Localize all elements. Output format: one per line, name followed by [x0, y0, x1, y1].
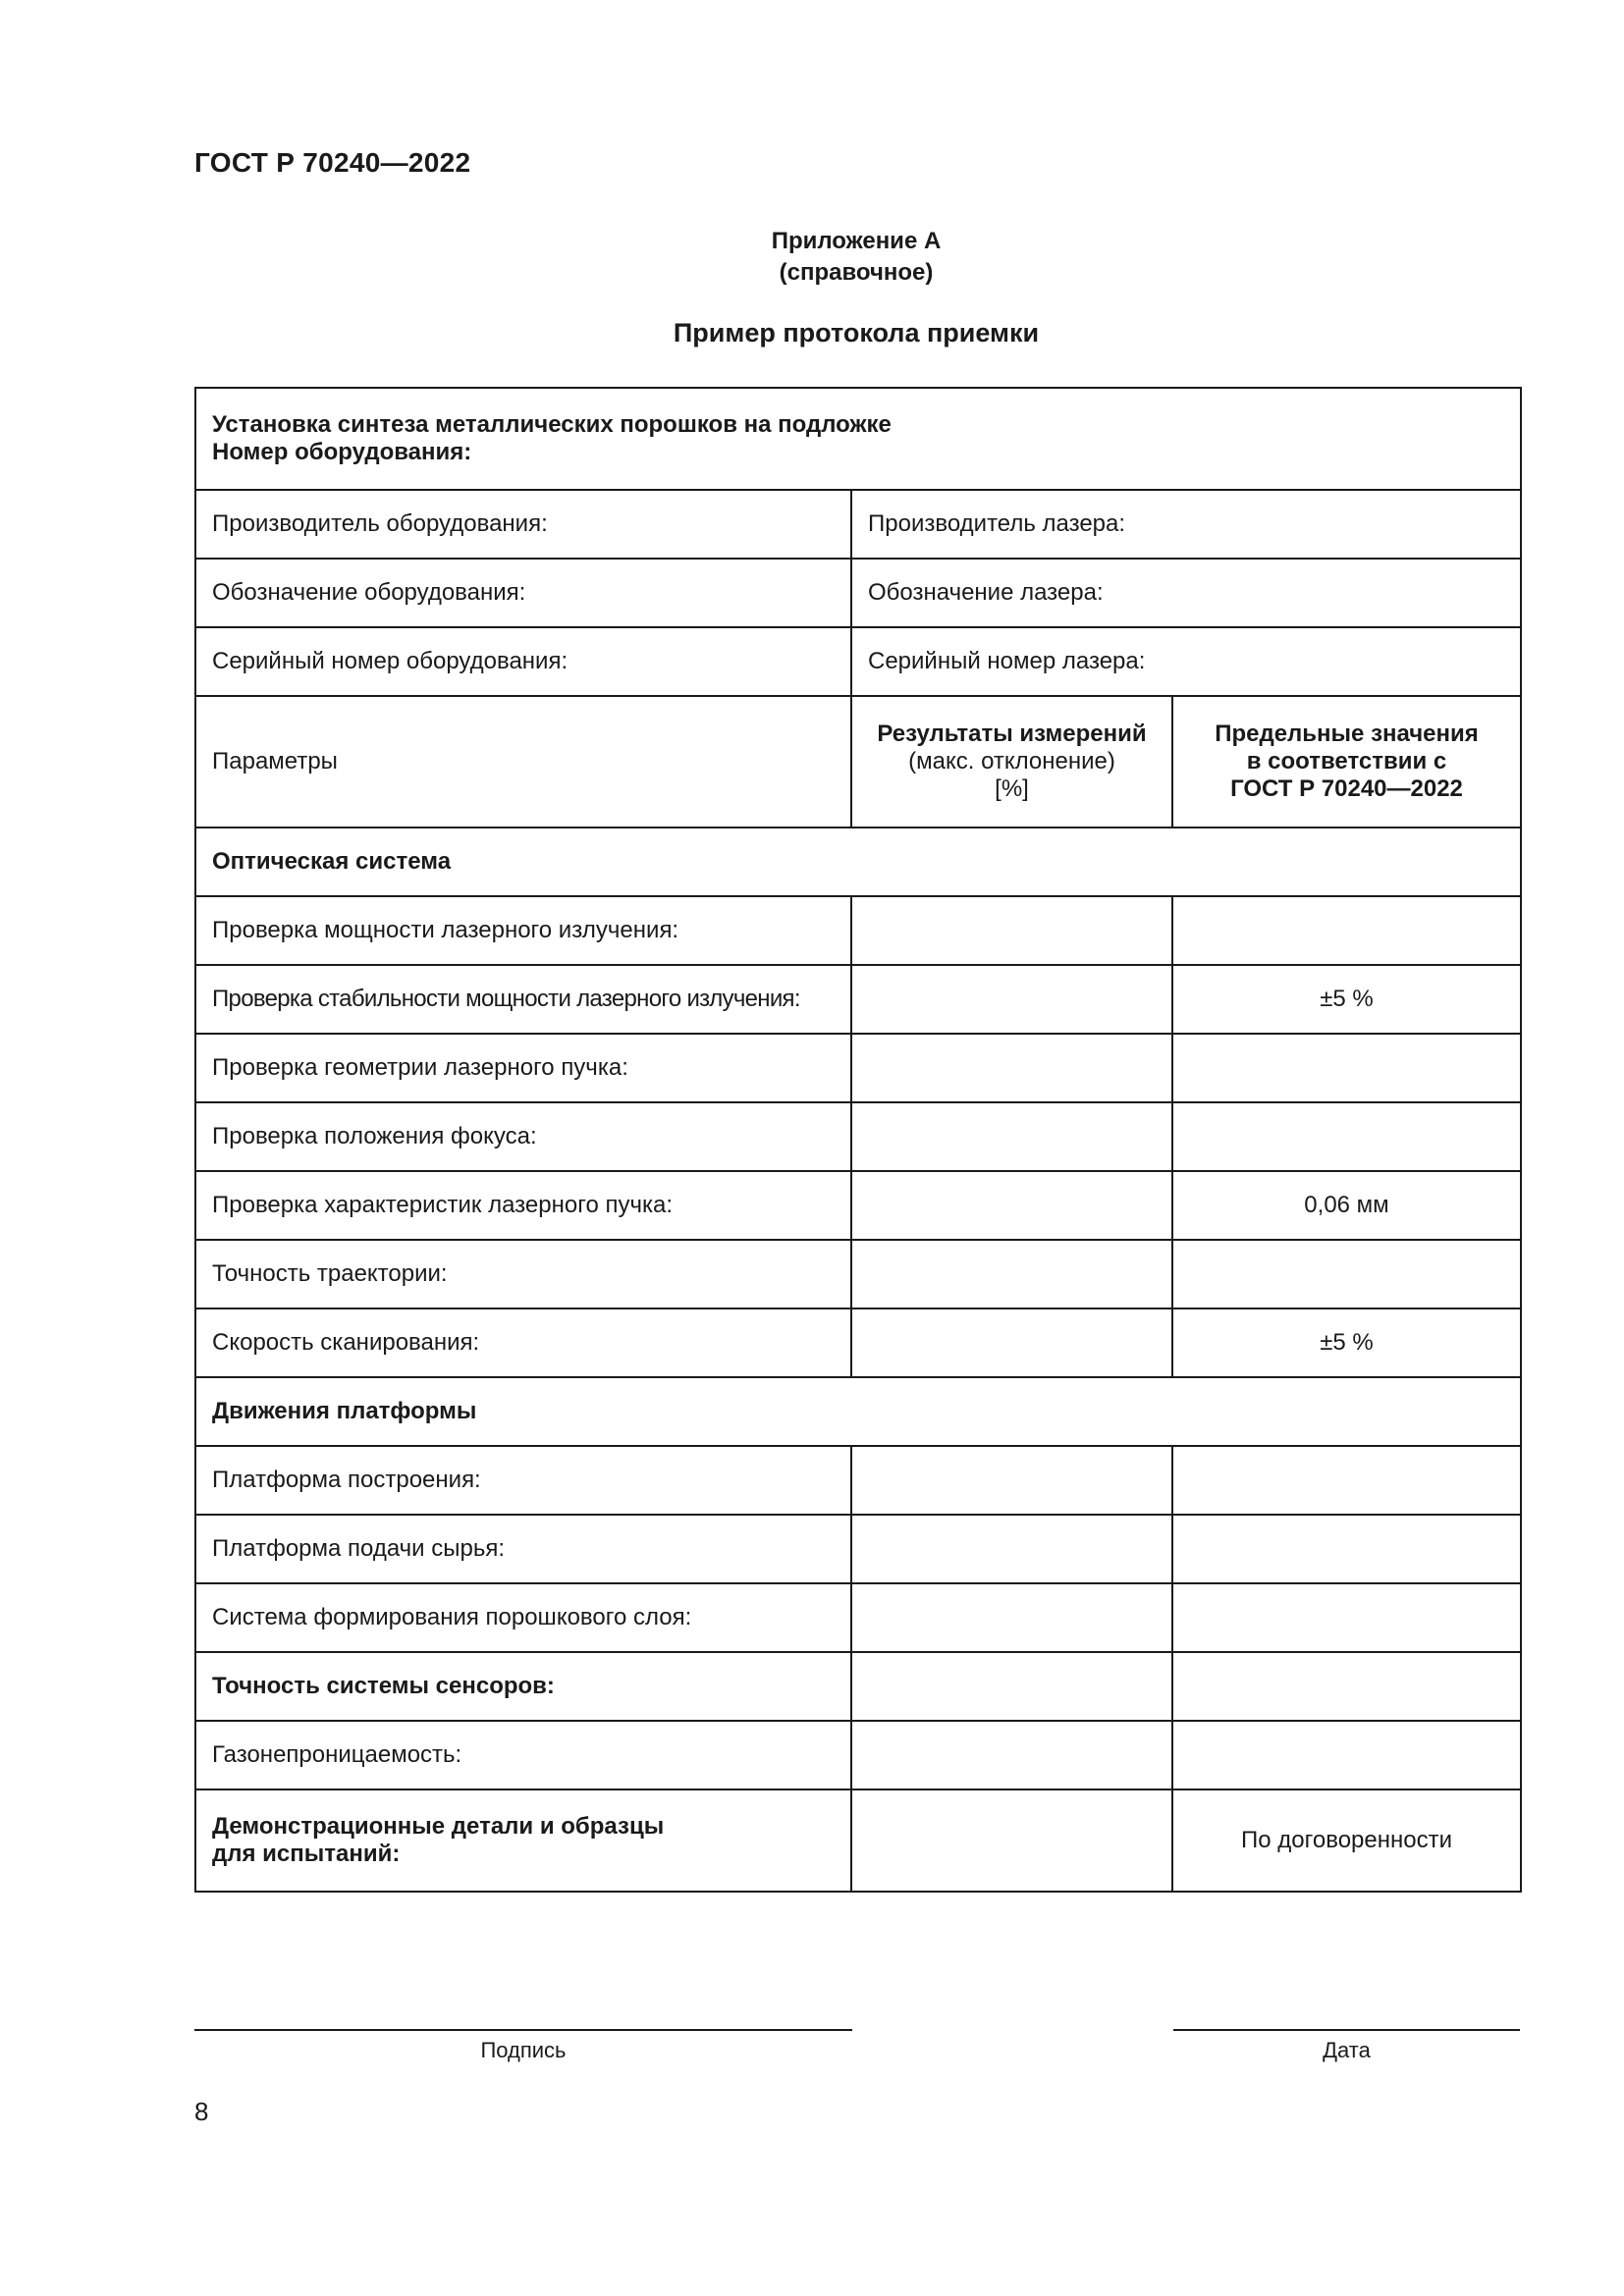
parameter-row	[195, 896, 1521, 965]
limit-cell	[1172, 1446, 1521, 1515]
parameter-name: Платформа подачи сырья:	[195, 1515, 851, 1583]
parameter-row	[195, 965, 1521, 1034]
limit-cell	[1172, 1652, 1521, 1721]
info-right-cell: Производитель лазера:	[851, 490, 1521, 559]
results-header-line1: Результаты измерений	[877, 721, 1147, 747]
result-cell[interactable]	[851, 1034, 1172, 1102]
result-cell[interactable]	[851, 1102, 1172, 1171]
parameter-name: Скорость сканирования:	[195, 1308, 851, 1377]
limit-cell	[1172, 1102, 1521, 1171]
demo-parts-line1: Демонстрационные детали и образцы	[212, 1813, 665, 1840]
signature-line[interactable]	[194, 2029, 852, 2031]
document-title: Пример протокола приемки	[673, 318, 1040, 347]
parameter-row	[195, 1583, 1521, 1652]
parameter-name: Система формирования порошкового слоя:	[195, 1583, 851, 1652]
parameter-row	[195, 1171, 1521, 1240]
parameter-name: Проверка характеристик лазерного пучка:	[195, 1171, 851, 1240]
result-cell[interactable]	[851, 1583, 1172, 1652]
date-label: Дата	[1323, 2038, 1371, 2062]
info-left-cell: Производитель оборудования:	[195, 490, 851, 559]
info-right-cell: Серийный номер лазера:	[851, 627, 1521, 696]
result-cell[interactable]	[851, 896, 1172, 965]
info-row	[195, 627, 1521, 696]
limit-cell: 0,06 мм	[1172, 1171, 1521, 1240]
demo-parts-line2: для испытаний:	[212, 1841, 401, 1867]
result-cell[interactable]	[851, 1308, 1172, 1377]
parameter-row	[195, 1034, 1521, 1102]
limits-header-line3: ГОСТ Р 70240—2022	[1230, 775, 1463, 802]
parameter-name: Платформа построения:	[195, 1446, 851, 1515]
result-cell[interactable]	[851, 965, 1172, 1034]
section-row-optical	[195, 828, 1521, 896]
section-row-platform	[195, 1377, 1521, 1446]
signature-label: Подпись	[480, 2038, 567, 2062]
result-cell[interactable]	[851, 1515, 1172, 1583]
equipment-title: Установка синтеза металлических порошков на подложке	[212, 411, 892, 438]
gas-tightness-row	[195, 1721, 1521, 1789]
parameter-row	[195, 1308, 1521, 1377]
parameter-name: Проверка положения фокуса:	[195, 1102, 851, 1171]
info-row	[195, 490, 1521, 559]
demo-parts-row	[195, 1789, 1521, 1892]
limit-cell: По договоренности	[1172, 1789, 1521, 1892]
equipment-cell	[195, 388, 1521, 490]
parameters-header: Параметры	[195, 696, 851, 828]
results-header-line3: [%]	[995, 775, 1029, 802]
date-line[interactable]	[1173, 2029, 1520, 2031]
limits-header	[1172, 696, 1521, 828]
limit-cell	[1172, 1721, 1521, 1789]
result-cell[interactable]	[851, 1652, 1172, 1721]
standard-id: ГОСТ Р 70240—2022	[194, 147, 471, 178]
parameter-row	[195, 1102, 1521, 1171]
results-header	[851, 696, 1172, 828]
limit-cell	[1172, 1034, 1521, 1102]
page-number: 8	[194, 2097, 209, 2126]
section-title-platform: Движения платформы	[195, 1377, 1521, 1446]
results-header-line2: (макс. отклонение)	[908, 748, 1115, 774]
section-title-optical: Оптическая система	[195, 828, 1521, 896]
demo-parts-name	[195, 1789, 851, 1892]
limit-cell	[1172, 1240, 1521, 1308]
parameter-name: Точность траектории:	[195, 1240, 851, 1308]
sensor-accuracy-row	[195, 1652, 1521, 1721]
parameter-name: Проверка стабильности мощности лазерного излучения:	[195, 965, 851, 1034]
parameter-name: Проверка геометрии лазерного пучка:	[195, 1034, 851, 1102]
parameter-row	[195, 1240, 1521, 1308]
parameter-row	[195, 1446, 1521, 1515]
equipment-row	[195, 388, 1521, 490]
equipment-number-label: Номер оборудования:	[212, 439, 472, 465]
annex-kind: (справочное)	[779, 259, 934, 286]
limits-header-line1: Предельные значения	[1215, 721, 1479, 747]
result-cell[interactable]	[851, 1240, 1172, 1308]
annex-title: Приложение А	[771, 228, 942, 254]
limit-cell	[1172, 1583, 1521, 1652]
acceptance-protocol-table	[194, 387, 1522, 1893]
info-row	[195, 559, 1521, 627]
parameter-name: Точность системы сенсоров:	[195, 1652, 851, 1721]
result-cell[interactable]	[851, 1721, 1172, 1789]
limit-cell	[1172, 1515, 1521, 1583]
info-left-cell: Серийный номер оборудования:	[195, 627, 851, 696]
parameter-name: Проверка мощности лазерного излучения:	[195, 896, 851, 965]
limit-cell: ±5 %	[1172, 1308, 1521, 1377]
limits-header-line2: в соответствии с	[1246, 748, 1447, 774]
parameter-name: Газонепроницаемость:	[195, 1721, 851, 1789]
limit-cell	[1172, 896, 1521, 965]
result-cell[interactable]	[851, 1789, 1172, 1892]
limit-cell: ±5 %	[1172, 965, 1521, 1034]
info-left-cell: Обозначение оборудования:	[195, 559, 851, 627]
result-cell[interactable]	[851, 1171, 1172, 1240]
parameter-row	[195, 1515, 1521, 1583]
column-header-row	[195, 696, 1521, 828]
info-right-cell: Обозначение лазера:	[851, 559, 1521, 627]
result-cell[interactable]	[851, 1446, 1172, 1515]
